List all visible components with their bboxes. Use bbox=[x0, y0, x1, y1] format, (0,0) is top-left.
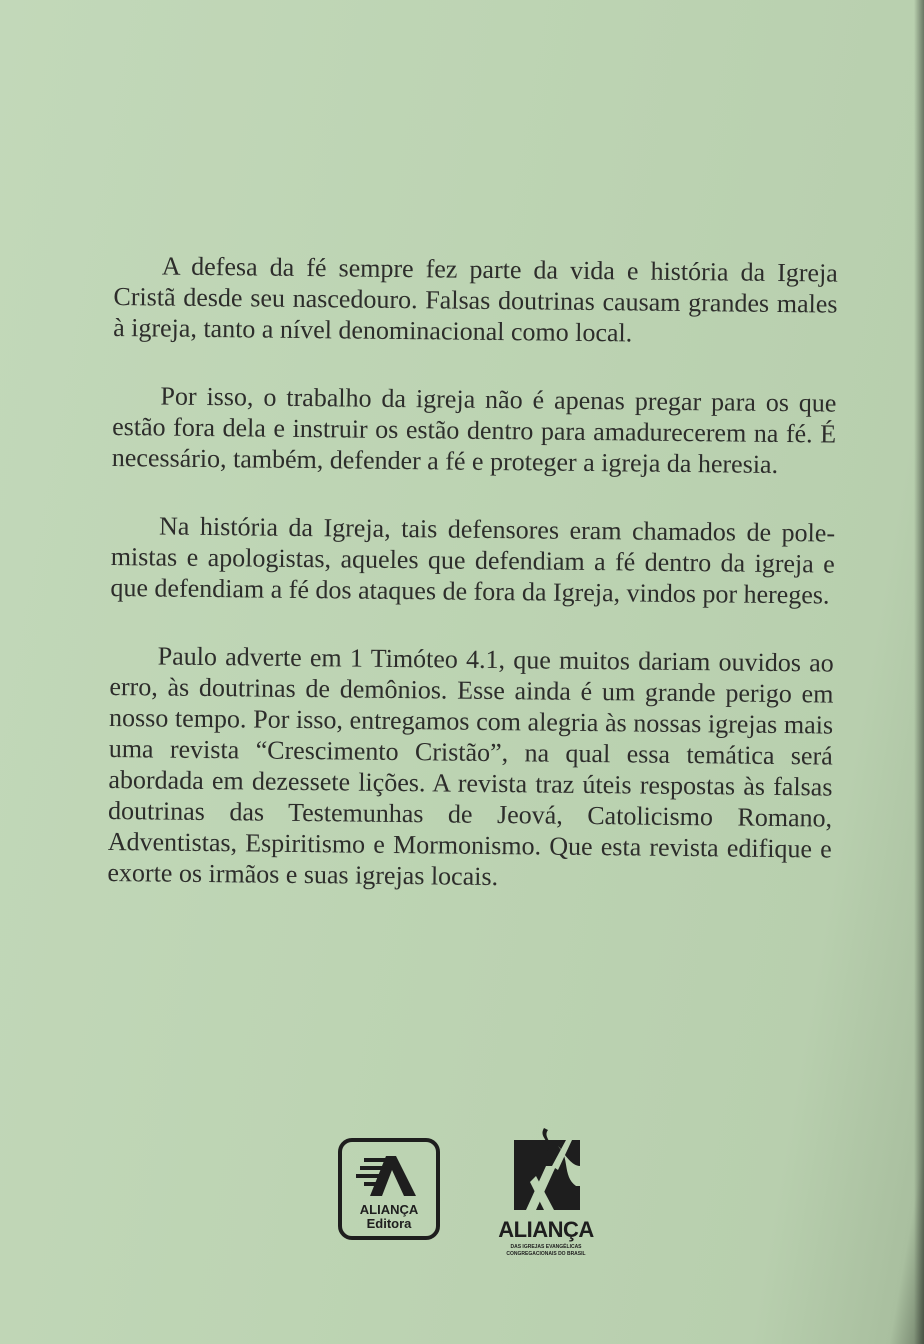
alianca-congregacional-logo bbox=[496, 1126, 596, 1266]
alianca-congregacional-logo-icon bbox=[496, 1126, 596, 1218]
alianca-name: ALIANÇA bbox=[498, 1217, 594, 1242]
paragraph-3: Na história da Igreja, tais defensores eram chamados de polemistas e apologistas, aqueles que defendiam a fé dentro da igreja e que defendiam a fé dos ataques de fora da Igreja, vindos por hereges. bbox=[110, 511, 836, 610]
paragraph-1: A defesa da fé sempre fez parte da vida e história da Igreja Cristã desde seu nascedouro. Falsas doutrinas causam grandes males à igreja, tanto a nível denominacional como local. bbox=[113, 251, 838, 348]
paragraph-4: Paulo adverte em 1 Timóteo 4.1, que muitos dariam ouvidos ao erro, às doutrinas de demônios. Esse ainda é um grande perigo em nosso tempo. Por isso, entregamos com alegria às nossas igrejas mais uma revista “Crescimento Cristão”, na qual essa temática será abordada em dezessete lições. A revista traz úteis respostas às falsas doutrinas das Testemunhas de Jeová, Catolicismo Romano, Adventistas, Espiritismo e Mormonismo. Que esta revista edifique e exorte os irmãos e suas igrejas locais. bbox=[107, 641, 834, 892]
editora-name: ALIANÇA bbox=[359, 1202, 419, 1217]
alianca-editora-logo bbox=[338, 1138, 440, 1240]
paragraph-2: Por isso, o trabalho da igreja não é apenas pregar para os que estão fora dela e instruir os estão dentro para amadurecerem na fé. É necessário, também, defender a fé e proteger a igreja da heresia. bbox=[111, 381, 837, 479]
alianca-editora-logo-icon bbox=[356, 1152, 422, 1202]
alianca-tagline-2: CONGREGACIONAIS DO BRASIL bbox=[506, 1251, 586, 1257]
alianca-tagline-1: DAS IGREJAS EVANGÉLICAS bbox=[510, 1244, 582, 1250]
page-edge-shadow bbox=[914, 0, 924, 1344]
body-text bbox=[107, 250, 838, 933]
editora-subtitle: Editora bbox=[366, 1216, 412, 1231]
